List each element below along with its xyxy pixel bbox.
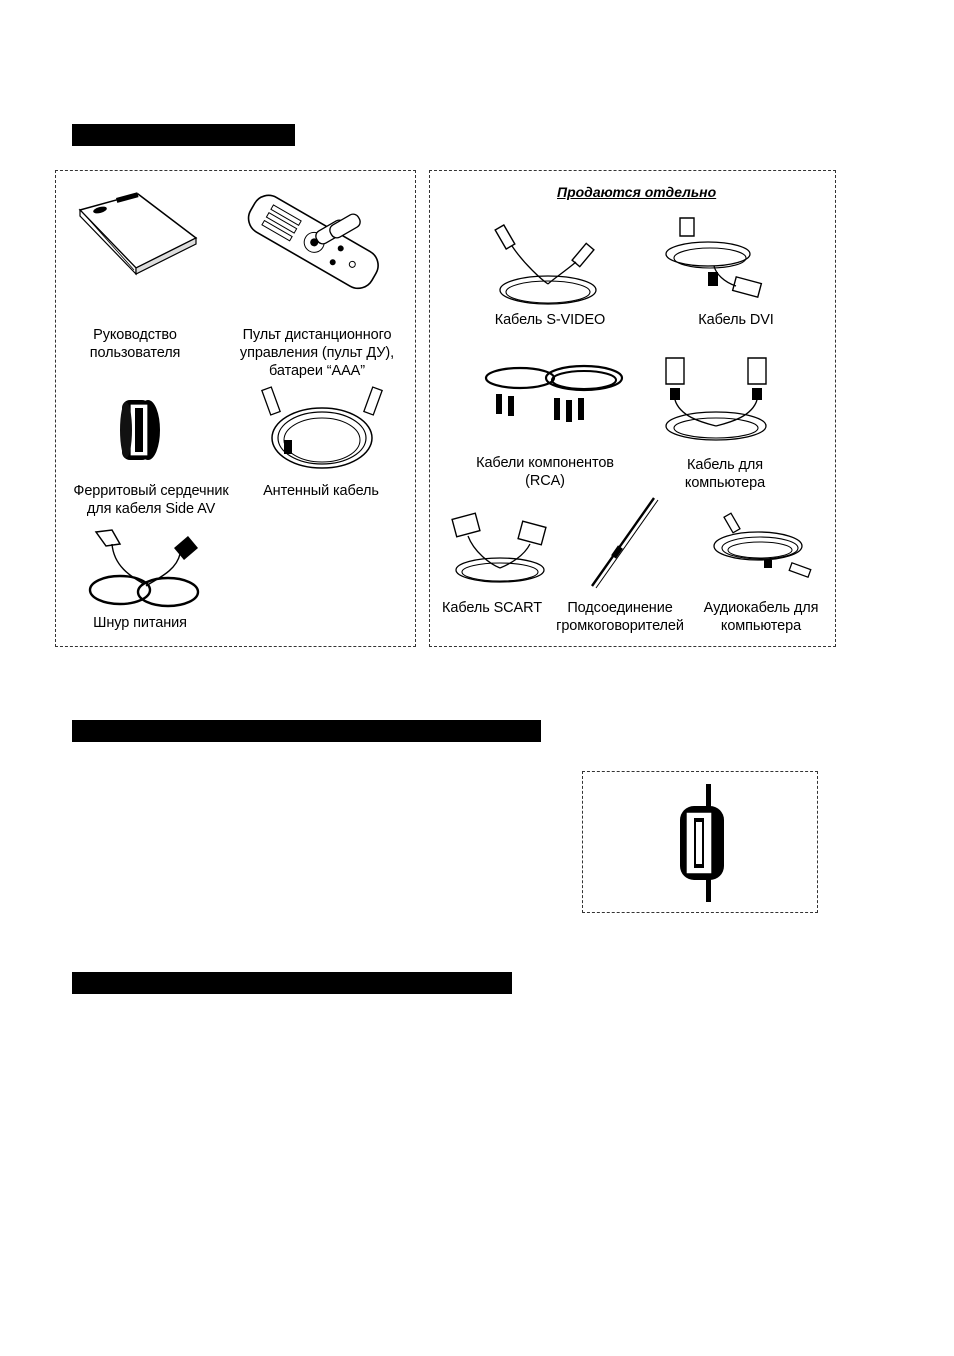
- pc-audio-cable-icon: [706, 512, 818, 588]
- s-video-cable-icon: [494, 224, 602, 308]
- sold-item-label: Кабель для компьютера: [684, 457, 766, 491]
- remote-control-icon: [244, 188, 374, 308]
- ferrite-core-on-cable-icon: [668, 784, 732, 902]
- sold-item-label: Кабели компонентов (RCA): [476, 455, 614, 489]
- sold-item-label: Кабель S-VIDEO: [494, 312, 606, 328]
- ferrite-core-icon: [112, 396, 164, 466]
- included-item-label: Шнур питания: [93, 615, 187, 631]
- manual-icon: [78, 192, 198, 276]
- antenna-cable-icon: [256, 384, 386, 474]
- included-item-label: Пульт дистанционного управления (пульт ДУ), батареи “AAA”: [239, 327, 395, 379]
- speaker-wire-icon: [584, 494, 664, 590]
- included-item-label: Ферритовый сердечник для кабеля Side AV: [73, 483, 229, 517]
- included-item-label: Руководство пользователя: [89, 327, 181, 361]
- power-cord-icon: [84, 528, 208, 610]
- sold-item-label: Подсоединение громкоговорителей: [556, 600, 684, 634]
- scart-cable-icon: [450, 512, 550, 586]
- pc-cable-icon: [660, 356, 772, 444]
- sold-separately-header: Продаются отдельно: [557, 184, 717, 200]
- section-header-bar-accessories: [72, 124, 295, 146]
- included-item-label: Антенный кабель: [263, 483, 379, 499]
- sold-item-label: Аудиокабель для компьютера: [703, 600, 819, 634]
- sold-item-label: Кабель DVI: [698, 312, 774, 328]
- sold-item-label: Кабель SCART: [442, 600, 542, 616]
- section-header-bar-ferrite: [72, 720, 541, 742]
- component-cable-icon: [480, 356, 630, 434]
- section-header-bar-third: [72, 972, 512, 994]
- dvi-cable-icon: [660, 216, 770, 304]
